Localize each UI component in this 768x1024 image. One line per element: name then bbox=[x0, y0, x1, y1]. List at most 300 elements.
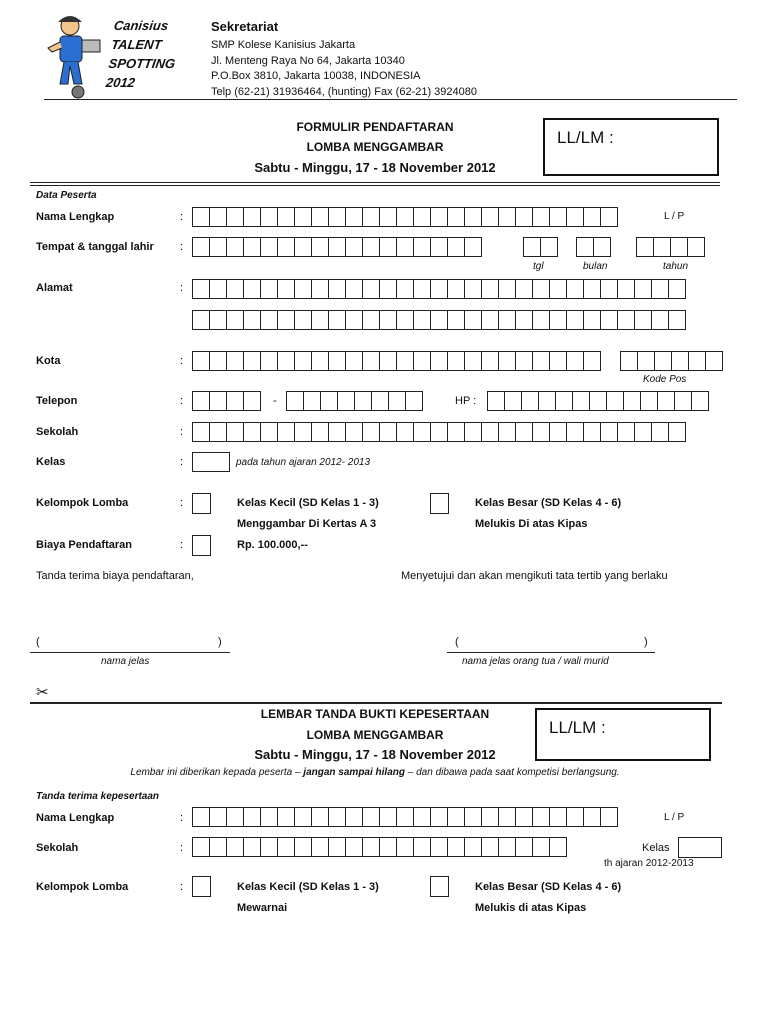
receipt-kelas-input[interactable] bbox=[678, 837, 722, 858]
label-sekolah: Sekolah bbox=[36, 426, 79, 438]
receipt-label-nama: Nama Lengkap bbox=[36, 812, 115, 824]
char-cell[interactable] bbox=[515, 837, 533, 857]
char-cell[interactable] bbox=[311, 207, 329, 227]
char-cell[interactable] bbox=[337, 391, 355, 411]
char-cell[interactable] bbox=[396, 351, 414, 371]
char-cell[interactable] bbox=[583, 807, 601, 827]
char-cell[interactable] bbox=[362, 207, 380, 227]
char-cell[interactable] bbox=[209, 351, 227, 371]
char-cell[interactable] bbox=[515, 310, 533, 330]
receipt-kelas-kecil-checkbox[interactable] bbox=[192, 876, 211, 897]
char-cell[interactable] bbox=[243, 207, 261, 227]
char-cell[interactable] bbox=[464, 310, 482, 330]
address-line: P.O.Box 3810, Jakarta 10038, INDONESIA bbox=[211, 70, 421, 82]
telepon-area-input[interactable] bbox=[192, 391, 260, 411]
char-cell[interactable] bbox=[481, 279, 499, 299]
char-cell[interactable] bbox=[362, 807, 380, 827]
char-cell[interactable] bbox=[651, 422, 669, 442]
char-cell[interactable] bbox=[413, 207, 431, 227]
char-cell[interactable] bbox=[294, 837, 312, 857]
char-cell[interactable] bbox=[464, 422, 482, 442]
kode-pos-input[interactable] bbox=[620, 351, 722, 371]
char-cell[interactable] bbox=[226, 807, 244, 827]
receipt-note-a: Lembar ini diberikan kepada peserta – bbox=[130, 767, 304, 778]
char-cell[interactable] bbox=[260, 237, 278, 257]
char-cell[interactable] bbox=[430, 422, 448, 442]
char-cell[interactable] bbox=[209, 837, 227, 857]
colon: : bbox=[180, 241, 184, 253]
char-cell[interactable] bbox=[396, 422, 414, 442]
char-cell[interactable] bbox=[294, 422, 312, 442]
char-cell[interactable] bbox=[260, 422, 278, 442]
char-cell[interactable] bbox=[260, 279, 278, 299]
char-cell[interactable] bbox=[226, 310, 244, 330]
char-cell[interactable] bbox=[600, 207, 618, 227]
char-cell[interactable] bbox=[260, 351, 278, 371]
receipt-th-ajaran: th ajaran 2012-2013 bbox=[604, 858, 694, 869]
char-cell[interactable] bbox=[192, 207, 210, 227]
char-cell[interactable] bbox=[320, 391, 338, 411]
char-cell[interactable] bbox=[487, 391, 505, 411]
char-cell[interactable] bbox=[294, 207, 312, 227]
char-cell[interactable] bbox=[504, 391, 522, 411]
char-cell[interactable] bbox=[549, 310, 567, 330]
char-cell[interactable] bbox=[498, 807, 516, 827]
char-cell[interactable] bbox=[362, 837, 380, 857]
signature-line-peserta[interactable] bbox=[30, 652, 230, 653]
char-cell[interactable] bbox=[294, 351, 312, 371]
char-cell[interactable] bbox=[243, 837, 261, 857]
char-cell[interactable] bbox=[209, 207, 227, 227]
char-cell[interactable] bbox=[294, 310, 312, 330]
char-cell[interactable] bbox=[576, 237, 594, 257]
char-cell[interactable] bbox=[532, 837, 550, 857]
char-cell[interactable] bbox=[498, 310, 516, 330]
char-cell[interactable] bbox=[226, 422, 244, 442]
char-cell[interactable] bbox=[345, 351, 363, 371]
hp-input[interactable] bbox=[487, 391, 708, 411]
bulan-input[interactable] bbox=[576, 237, 610, 257]
kelas-kecil-sub: Menggambar Di Kertas A 3 bbox=[237, 518, 377, 530]
char-cell[interactable] bbox=[447, 837, 465, 857]
char-cell[interactable] bbox=[209, 391, 227, 411]
receipt-kelas-besar-checkbox[interactable] bbox=[430, 876, 449, 897]
char-cell[interactable] bbox=[226, 237, 244, 257]
char-cell[interactable] bbox=[413, 351, 431, 371]
char-cell[interactable] bbox=[620, 351, 638, 371]
char-cell[interactable] bbox=[583, 422, 601, 442]
char-cell[interactable] bbox=[328, 207, 346, 227]
char-cell[interactable] bbox=[294, 807, 312, 827]
char-cell[interactable] bbox=[192, 310, 210, 330]
char-cell[interactable] bbox=[345, 237, 363, 257]
char-cell[interactable] bbox=[532, 207, 550, 227]
char-cell[interactable] bbox=[345, 310, 363, 330]
double-divider bbox=[30, 182, 720, 183]
char-cell[interactable] bbox=[464, 237, 482, 257]
char-cell[interactable] bbox=[481, 807, 499, 827]
kelas-input[interactable] bbox=[192, 452, 230, 472]
tgl-input[interactable] bbox=[523, 237, 557, 257]
char-cell[interactable] bbox=[640, 391, 658, 411]
char-cell[interactable] bbox=[362, 351, 380, 371]
char-cell[interactable] bbox=[362, 310, 380, 330]
char-cell[interactable] bbox=[498, 351, 516, 371]
char-cell[interactable] bbox=[430, 351, 448, 371]
char-cell[interactable] bbox=[311, 351, 329, 371]
char-cell[interactable] bbox=[192, 807, 210, 827]
char-cell[interactable] bbox=[634, 279, 652, 299]
char-cell[interactable] bbox=[617, 310, 635, 330]
receipt-label-kelompok: Kelompok Lomba bbox=[36, 881, 129, 893]
org-title: Sekretariat bbox=[211, 19, 279, 34]
char-cell[interactable] bbox=[362, 279, 380, 299]
char-cell[interactable] bbox=[192, 279, 210, 299]
char-cell[interactable] bbox=[371, 391, 389, 411]
char-cell[interactable] bbox=[209, 279, 227, 299]
char-cell[interactable] bbox=[396, 279, 414, 299]
char-cell[interactable] bbox=[572, 391, 590, 411]
char-cell[interactable] bbox=[328, 310, 346, 330]
char-cell[interactable] bbox=[583, 207, 601, 227]
char-cell[interactable] bbox=[447, 807, 465, 827]
char-cell[interactable] bbox=[464, 207, 482, 227]
char-cell[interactable] bbox=[515, 279, 533, 299]
char-cell[interactable] bbox=[354, 391, 372, 411]
char-cell[interactable] bbox=[311, 422, 329, 442]
char-cell[interactable] bbox=[277, 207, 295, 227]
char-cell[interactable] bbox=[396, 310, 414, 330]
char-cell[interactable] bbox=[447, 237, 465, 257]
alamat-input-1[interactable] bbox=[192, 279, 685, 299]
char-cell[interactable] bbox=[532, 351, 550, 371]
char-cell[interactable] bbox=[388, 391, 406, 411]
char-cell[interactable] bbox=[379, 837, 397, 857]
char-cell[interactable] bbox=[260, 310, 278, 330]
colon: : bbox=[180, 395, 184, 407]
char-cell[interactable] bbox=[498, 837, 516, 857]
char-cell[interactable] bbox=[192, 837, 210, 857]
char-cell[interactable] bbox=[600, 279, 618, 299]
signature-line-ortu[interactable] bbox=[447, 652, 655, 653]
char-cell[interactable] bbox=[600, 310, 618, 330]
char-cell[interactable] bbox=[566, 310, 584, 330]
char-cell[interactable] bbox=[192, 422, 210, 442]
char-cell[interactable] bbox=[379, 422, 397, 442]
char-cell[interactable] bbox=[447, 310, 465, 330]
tahun-caption: tahun bbox=[663, 261, 689, 272]
char-cell[interactable] bbox=[379, 207, 397, 227]
char-cell[interactable] bbox=[362, 237, 380, 257]
char-cell[interactable] bbox=[515, 807, 533, 827]
char-cell[interactable] bbox=[192, 391, 210, 411]
char-cell[interactable] bbox=[277, 837, 295, 857]
hp-label: HP : bbox=[455, 395, 477, 407]
char-cell[interactable] bbox=[192, 237, 210, 257]
char-cell[interactable] bbox=[651, 310, 669, 330]
char-cell[interactable] bbox=[589, 391, 607, 411]
char-cell[interactable] bbox=[311, 310, 329, 330]
char-cell[interactable] bbox=[447, 351, 465, 371]
nama-jelas-caption: nama jelas bbox=[101, 656, 150, 667]
char-cell[interactable] bbox=[668, 279, 686, 299]
char-cell[interactable] bbox=[243, 310, 261, 330]
char-cell[interactable] bbox=[209, 422, 227, 442]
char-cell[interactable] bbox=[277, 279, 295, 299]
gender-option[interactable]: L / P bbox=[664, 211, 685, 222]
char-cell[interactable] bbox=[226, 837, 244, 857]
char-cell[interactable] bbox=[226, 351, 244, 371]
char-cell[interactable] bbox=[555, 391, 573, 411]
sekolah-input[interactable] bbox=[192, 422, 685, 442]
char-cell[interactable] bbox=[538, 391, 556, 411]
char-cell[interactable] bbox=[481, 837, 499, 857]
char-cell[interactable] bbox=[670, 237, 688, 257]
char-cell[interactable] bbox=[447, 279, 465, 299]
char-cell[interactable] bbox=[243, 237, 261, 257]
char-cell[interactable] bbox=[481, 351, 499, 371]
char-cell[interactable] bbox=[430, 207, 448, 227]
char-cell[interactable] bbox=[303, 391, 321, 411]
char-cell[interactable] bbox=[691, 391, 709, 411]
char-cell[interactable] bbox=[464, 807, 482, 827]
char-cell[interactable] bbox=[209, 237, 227, 257]
char-cell[interactable] bbox=[600, 422, 618, 442]
colon: : bbox=[180, 456, 184, 468]
char-cell[interactable] bbox=[464, 279, 482, 299]
char-cell[interactable] bbox=[674, 391, 692, 411]
char-cell[interactable] bbox=[654, 351, 672, 371]
char-cell[interactable] bbox=[593, 237, 611, 257]
char-cell[interactable] bbox=[532, 807, 550, 827]
logo bbox=[44, 12, 194, 100]
char-cell[interactable] bbox=[209, 807, 227, 827]
char-cell[interactable] bbox=[566, 207, 584, 227]
char-cell[interactable] bbox=[311, 237, 329, 257]
char-cell[interactable] bbox=[464, 351, 482, 371]
char-cell[interactable] bbox=[286, 391, 304, 411]
char-cell[interactable] bbox=[549, 279, 567, 299]
char-cell[interactable] bbox=[277, 422, 295, 442]
char-cell[interactable] bbox=[413, 837, 431, 857]
char-cell[interactable] bbox=[243, 422, 261, 442]
char-cell[interactable] bbox=[617, 279, 635, 299]
char-cell[interactable] bbox=[413, 807, 431, 827]
char-cell[interactable] bbox=[328, 351, 346, 371]
char-cell[interactable] bbox=[498, 279, 516, 299]
char-cell[interactable] bbox=[651, 279, 669, 299]
char-cell[interactable] bbox=[226, 207, 244, 227]
char-cell[interactable] bbox=[606, 391, 624, 411]
address-line: SMP Kolese Kanisius Jakarta bbox=[211, 39, 356, 51]
char-cell[interactable] bbox=[345, 807, 363, 827]
biaya-checkbox[interactable] bbox=[192, 535, 211, 556]
char-cell[interactable] bbox=[481, 207, 499, 227]
dash: - bbox=[273, 395, 277, 407]
address-line: Jl. Menteng Raya No 64, Jakarta 10340 bbox=[211, 54, 405, 67]
char-cell[interactable] bbox=[430, 807, 448, 827]
char-cell[interactable] bbox=[260, 837, 278, 857]
char-cell[interactable] bbox=[294, 237, 312, 257]
menyetujui-text: Menyetujui dan akan mengikuti tata tertib yang berlaku bbox=[401, 570, 668, 582]
kelas-besar-checkbox[interactable] bbox=[430, 493, 449, 514]
char-cell[interactable] bbox=[396, 807, 414, 827]
char-cell[interactable] bbox=[549, 351, 567, 371]
char-cell[interactable] bbox=[294, 279, 312, 299]
label-telepon: Telepon bbox=[36, 395, 78, 407]
char-cell[interactable] bbox=[379, 310, 397, 330]
char-cell[interactable] bbox=[617, 422, 635, 442]
char-cell[interactable] bbox=[328, 807, 346, 827]
char-cell[interactable] bbox=[566, 422, 584, 442]
char-cell[interactable] bbox=[430, 279, 448, 299]
char-cell[interactable] bbox=[328, 837, 346, 857]
char-cell[interactable] bbox=[328, 237, 346, 257]
alamat-input-2[interactable] bbox=[192, 310, 685, 330]
char-cell[interactable] bbox=[345, 422, 363, 442]
char-cell[interactable] bbox=[311, 837, 329, 857]
char-cell[interactable] bbox=[688, 351, 706, 371]
char-cell[interactable] bbox=[549, 837, 567, 857]
char-cell[interactable] bbox=[405, 391, 423, 411]
char-cell[interactable] bbox=[447, 207, 465, 227]
char-cell[interactable] bbox=[583, 351, 601, 371]
char-cell[interactable] bbox=[583, 310, 601, 330]
char-cell[interactable] bbox=[379, 237, 397, 257]
char-cell[interactable] bbox=[521, 391, 539, 411]
receipt-ll-lm-label: LL/LM : bbox=[549, 718, 606, 737]
double-divider bbox=[30, 185, 720, 186]
char-cell[interactable] bbox=[668, 422, 686, 442]
char-cell[interactable] bbox=[447, 422, 465, 442]
receipt-gender-option[interactable]: L / P bbox=[664, 812, 685, 823]
char-cell[interactable] bbox=[379, 279, 397, 299]
char-cell[interactable] bbox=[634, 422, 652, 442]
char-cell[interactable] bbox=[243, 279, 261, 299]
char-cell[interactable] bbox=[464, 837, 482, 857]
char-cell[interactable] bbox=[653, 237, 671, 257]
char-cell[interactable] bbox=[328, 422, 346, 442]
char-cell[interactable] bbox=[413, 310, 431, 330]
kota-input[interactable] bbox=[192, 351, 600, 371]
char-cell[interactable] bbox=[549, 807, 567, 827]
tanda-terima-text: Tanda terima biaya pendaftaran, bbox=[36, 570, 194, 582]
char-cell[interactable] bbox=[430, 237, 448, 257]
char-cell[interactable] bbox=[277, 310, 295, 330]
receipt-nama-input[interactable] bbox=[192, 807, 617, 827]
char-cell[interactable] bbox=[311, 279, 329, 299]
char-cell[interactable] bbox=[532, 279, 550, 299]
ll-lm-box[interactable] bbox=[543, 118, 719, 176]
char-cell[interactable] bbox=[540, 237, 558, 257]
char-cell[interactable] bbox=[515, 422, 533, 442]
char-cell[interactable] bbox=[515, 351, 533, 371]
char-cell[interactable] bbox=[566, 279, 584, 299]
char-cell[interactable] bbox=[243, 351, 261, 371]
char-cell[interactable] bbox=[549, 422, 567, 442]
char-cell[interactable] bbox=[498, 422, 516, 442]
char-cell[interactable] bbox=[523, 237, 541, 257]
char-cell[interactable] bbox=[600, 807, 618, 827]
char-cell[interactable] bbox=[634, 310, 652, 330]
char-cell[interactable] bbox=[498, 207, 516, 227]
char-cell[interactable] bbox=[311, 807, 329, 827]
colon: : bbox=[180, 426, 184, 438]
char-cell[interactable] bbox=[637, 351, 655, 371]
label-kelompok: Kelompok Lomba bbox=[36, 497, 129, 509]
char-cell[interactable] bbox=[243, 391, 261, 411]
char-cell[interactable] bbox=[328, 279, 346, 299]
char-cell[interactable] bbox=[345, 279, 363, 299]
receipt-sekolah-input[interactable] bbox=[192, 837, 566, 857]
char-cell[interactable] bbox=[481, 310, 499, 330]
char-cell[interactable] bbox=[260, 807, 278, 827]
receipt-kelas-label: Kelas bbox=[642, 842, 670, 854]
char-cell[interactable] bbox=[209, 310, 227, 330]
char-cell[interactable] bbox=[260, 207, 278, 227]
char-cell[interactable] bbox=[583, 279, 601, 299]
char-cell[interactable] bbox=[623, 391, 641, 411]
char-cell[interactable] bbox=[243, 807, 261, 827]
label-alamat: Alamat bbox=[36, 282, 73, 294]
char-cell[interactable] bbox=[396, 207, 414, 227]
char-cell[interactable] bbox=[430, 837, 448, 857]
char-cell[interactable] bbox=[226, 391, 244, 411]
char-cell[interactable] bbox=[226, 279, 244, 299]
receipt-subtitle: LOMBA MENGGAMBAR bbox=[306, 728, 444, 742]
char-cell[interactable] bbox=[657, 391, 675, 411]
biaya-value: Rp. 100.000,-- bbox=[237, 539, 308, 551]
char-cell[interactable] bbox=[413, 279, 431, 299]
char-cell[interactable] bbox=[532, 422, 550, 442]
paren-close: ) bbox=[644, 636, 648, 648]
char-cell[interactable] bbox=[379, 807, 397, 827]
char-cell[interactable] bbox=[430, 310, 448, 330]
char-cell[interactable] bbox=[687, 237, 705, 257]
char-cell[interactable] bbox=[345, 837, 363, 857]
char-cell[interactable] bbox=[396, 237, 414, 257]
char-cell[interactable] bbox=[379, 351, 397, 371]
char-cell[interactable] bbox=[396, 837, 414, 857]
char-cell[interactable] bbox=[345, 207, 363, 227]
receipt-kelas-kecil-sub: Mewarnai bbox=[237, 902, 288, 914]
char-cell[interactable] bbox=[566, 807, 584, 827]
kelas-kecil-checkbox[interactable] bbox=[192, 493, 211, 514]
nama-input[interactable] bbox=[192, 207, 617, 227]
char-cell[interactable] bbox=[413, 237, 431, 257]
char-cell[interactable] bbox=[481, 422, 499, 442]
char-cell[interactable] bbox=[566, 351, 584, 371]
char-cell[interactable] bbox=[705, 351, 723, 371]
char-cell[interactable] bbox=[549, 207, 567, 227]
char-cell[interactable] bbox=[277, 807, 295, 827]
telepon-input[interactable] bbox=[286, 391, 422, 411]
char-cell[interactable] bbox=[668, 310, 686, 330]
char-cell[interactable] bbox=[515, 207, 533, 227]
char-cell[interactable] bbox=[277, 237, 295, 257]
char-cell[interactable] bbox=[277, 351, 295, 371]
char-cell[interactable] bbox=[413, 422, 431, 442]
receipt-ll-lm-box[interactable] bbox=[535, 708, 711, 761]
char-cell[interactable] bbox=[636, 237, 654, 257]
char-cell[interactable] bbox=[671, 351, 689, 371]
char-cell[interactable] bbox=[532, 310, 550, 330]
char-cell[interactable] bbox=[362, 422, 380, 442]
tempat-input[interactable] bbox=[192, 237, 481, 257]
char-cell[interactable] bbox=[192, 351, 210, 371]
tahun-input[interactable] bbox=[636, 237, 704, 257]
receipt-date: Sabtu - Minggu, 17 - 18 November 2012 bbox=[254, 747, 496, 762]
